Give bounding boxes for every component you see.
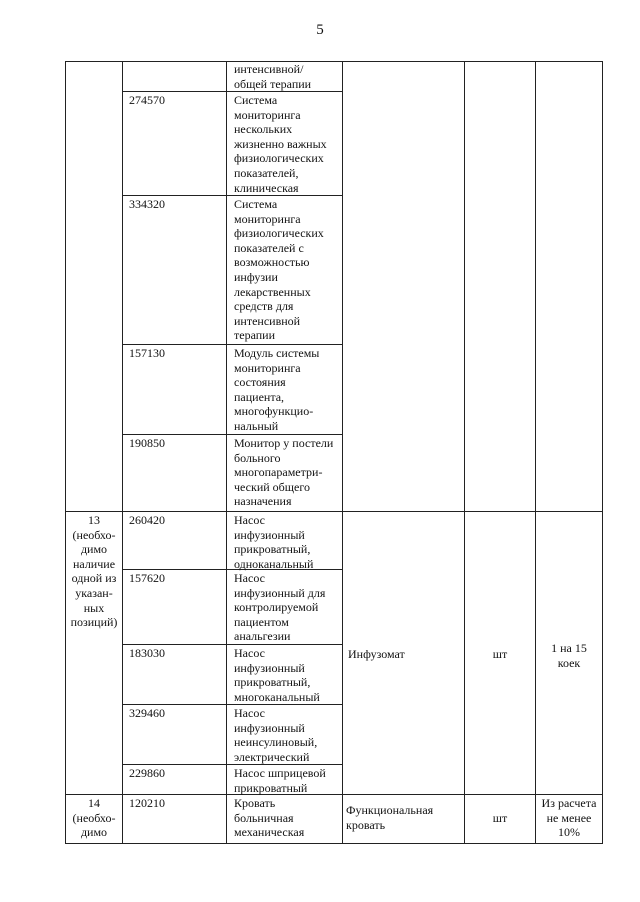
- quantity: Из расчета не менее 10%: [541, 796, 597, 840]
- device-name: Модуль системы мониторинга состояния пациента, многофункцио- нальный: [234, 346, 320, 433]
- page-number: 5: [316, 22, 324, 38]
- table-col-divider: [535, 61, 536, 844]
- device-name: Насос инфузионный прикроватный, одноканальный: [234, 513, 314, 571]
- table-col-divider: [342, 61, 343, 844]
- device-code: 329460: [129, 706, 165, 720]
- device-name: Насос инфузионный для контролируемой пациентом анальгезии: [234, 571, 326, 644]
- device-code: 190850: [129, 436, 165, 450]
- device-code: 334320: [129, 197, 165, 211]
- device-code: 229860: [129, 766, 165, 780]
- device-code: 274570: [129, 93, 165, 107]
- row-divider: [122, 344, 343, 345]
- item-number: 13 (необхо- димо наличие одной из указан- ных позиций): [70, 513, 118, 630]
- item-number: 14 (необхо- димо: [72, 796, 116, 840]
- equipment-type: Инфузомат: [348, 647, 405, 661]
- quantity: 1 на 15 коек: [551, 641, 587, 670]
- unit: шт: [492, 647, 508, 661]
- device-name: Монитор у постели больного многопараметри- ческий общего назначения: [234, 436, 334, 509]
- row-divider: [122, 434, 343, 435]
- table-border-bottom: [65, 843, 603, 844]
- device-code: 157130: [129, 346, 165, 360]
- device-name: интенсивной/ общей терапии: [234, 62, 312, 91]
- device-name: Насос инфузионный неинсулиновый, электрический: [234, 706, 318, 764]
- equipment-type: Функциональная кровать: [346, 803, 434, 832]
- table-border-left: [65, 61, 66, 844]
- device-name: Система мониторинга физиологических показателей с возможностью инфузии лекарственных средств для интенсивной терапии: [234, 197, 324, 343]
- device-code: 120210: [129, 796, 165, 810]
- device-name: Кровать больничная механическая: [234, 796, 305, 840]
- device-code: 260420: [129, 513, 165, 527]
- table-col-divider: [226, 61, 227, 844]
- table-border-right: [602, 61, 603, 844]
- device-code: 183030: [129, 646, 165, 660]
- table-col-divider: [464, 61, 465, 844]
- device-name: Насос инфузионный прикроватный, многоканальный: [234, 646, 320, 704]
- device-name: Насос шприцевой прикроватный: [234, 766, 326, 795]
- device-name: Система мониторинга нескольких жизненно важных физиологических показателей, клиническая: [234, 93, 327, 195]
- group-divider: [65, 511, 603, 512]
- device-code: 157620: [129, 571, 165, 585]
- row-divider: [122, 644, 343, 645]
- table-col-divider: [122, 61, 123, 844]
- unit: шт: [492, 811, 508, 825]
